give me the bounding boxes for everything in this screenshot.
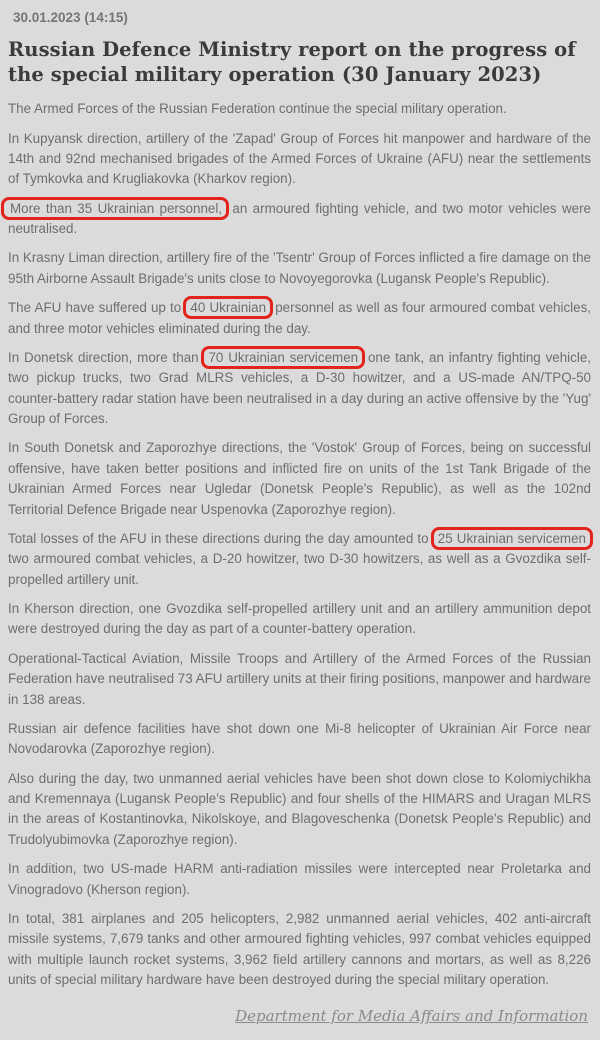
paragraph: The AFU have suffered up to 40 Ukrainian personnel as well as four armoured combat vehicles, and three motor vehicles eliminated during the day. xyxy=(8,298,591,339)
article-body xyxy=(8,99,591,990)
article-title: Russian Defence Ministry report on the progress of the special military operation (30 January 2023) xyxy=(8,38,576,86)
paragraph: Russian air defence facilities have shot down one Mi-8 helicopter of Ukrainian Air Force near Novodarovka (Zaporozhye region). xyxy=(8,720,591,757)
paragraph: Total losses of the AFU in these directions during the day amounted to 25 Ukrainian servicemen two armoured combat vehicles, a D-20 howitzer, two D-30 howitzers, as well as a Gvozdika self-propelled artillery unit. xyxy=(8,529,591,590)
highlight-box: 25 Ukrainian servicemen xyxy=(431,527,593,550)
paragraph: In Donetsk direction, more than 70 Ukrainian servicemen one tank, an infantry fighting vehicle, two pickup trucks, two Grad MLRS vehicles, a D-30 howitzer, and a US-made AN/TPQ-50 counter-battery radar station have been neutralised in a day during an active offensive by the 'Yug' Group of Forces. xyxy=(8,348,591,430)
article-footer xyxy=(8,1007,591,1026)
paragraph: The Armed Forces of the Russian Federation continue the special military operation. xyxy=(8,101,507,117)
highlight-box: 40 Ukrainian xyxy=(183,296,273,319)
highlight-box: More than 35 Ukrainian personnel, xyxy=(1,197,229,220)
paragraph: In addition, two US-made HARM anti-radiation missiles were intercepted near Proletarka and Vinogradovo (Kherson region). xyxy=(8,861,591,897)
paragraph: In Kherson direction, one Gvozdika self-propelled artillery unit and an artillery ammunition depot were destroyed during the day as part of a counter-battery operation. xyxy=(8,601,591,637)
article-timestamp: 30.01.2023 (14:15) xyxy=(13,10,128,25)
highlight-box: 70 Ukrainian servicemen xyxy=(201,346,365,369)
paragraph: In Kupyansk direction, artillery of the 'Zapad' Group of Forces hit manpower and hardware of the 14th and 92nd mechanised brigades of the Armed Forces of Ukraine (AFU) near the settlements of Tymkovka and Krugliakovka (Kharkov region). xyxy=(8,130,591,187)
paragraph: More than 35 Ukrainian personnel, an armoured fighting vehicle, and two motor vehicles were neutralised. xyxy=(8,199,591,240)
department-link[interactable]: Department for Media Affairs and Information xyxy=(235,1007,588,1026)
paragraph: Operational-Tactical Aviation, Missile Troops and Artillery of the Armed Forces of the Russian Federation have neutralised 73 AFU artillery units at their firing positions, manpower and hardware in 138 areas. xyxy=(8,650,591,707)
paragraph: In total, 381 airplanes and 205 helicopters, 2,982 unmanned aerial vehicles, 402 anti-aircraft missile systems, 7,679 tanks and other armoured fighting vehicles, 997 combat vehicles equipped with multiple launch rocket systems, 3,962 field artillery cannons and mortars, as well as 8,226 units of special military hardware have been destroyed during the special military operation. xyxy=(8,910,591,987)
paragraph: In Krasny Liman direction, artillery fire of the 'Tsentr' Group of Forces inflicted a fire damage on the 95th Airborne Assault Brigade's units close to Novoyegorovka (Lugansk People's Republic). xyxy=(8,250,591,286)
paragraph: Also during the day, two unmanned aerial vehicles have been shot down close to Kolomiychikha and Kremennaya (Lugansk People's Republic) and four shells of the HIMARS and Uragan MLRS in the areas of Kostantinovka, Nikolskoye, and Blagoveschenka (Donetsk People's Republic) and Trudolyubimovka (Zaporozhye region). xyxy=(8,770,591,847)
paragraph: In South Donetsk and Zaporozhye directions, the 'Vostok' Group of Forces, being on successful offensive, have taken better positions and inflicted fire on units of the 1st Tank Brigade of the Ukrainian Armed Forces near Ugledar (Donetsk People's Republic), as well as the 102nd Territorial Defence Brigade near Uspenovka (Zaporozhye region). xyxy=(8,440,591,517)
